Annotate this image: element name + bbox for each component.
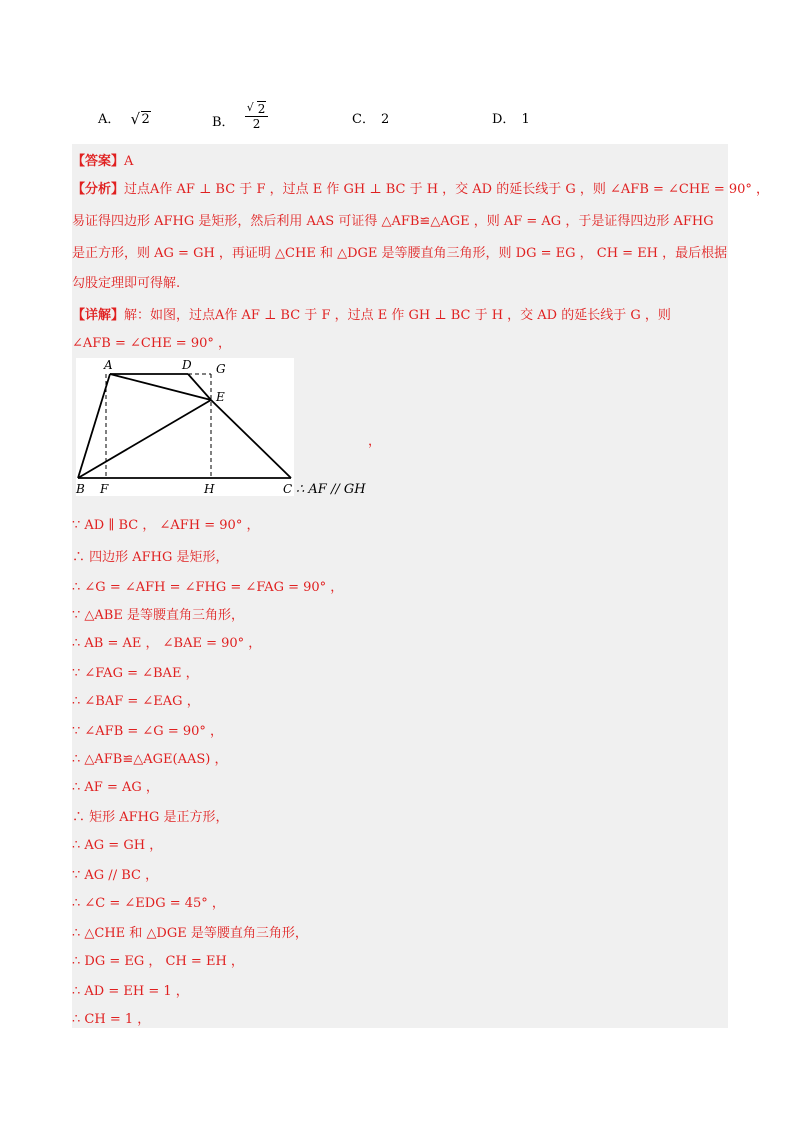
option-d xyxy=(492,108,530,127)
step-line: ∵ AD ∥ BC ， ∠AFH = 90° ， xyxy=(72,518,260,533)
option-b xyxy=(212,101,268,137)
detail-tag: 【详解】 xyxy=(72,308,125,323)
segment-de xyxy=(188,374,211,400)
label-g: G xyxy=(216,362,226,376)
step-line: ∴ AB = AE ， ∠BAE = 90° ， xyxy=(72,636,262,651)
detail-line-2: ∠AFB = ∠CHE = 90° ， xyxy=(72,336,232,351)
step-line: ∴ 矩形 AFHG 是正方形， xyxy=(72,810,229,825)
step-line: ∴ CH = 1 ， xyxy=(72,1012,151,1027)
label-a: A xyxy=(104,358,113,372)
option-c xyxy=(352,108,389,127)
option-b-label: B． xyxy=(212,115,235,130)
answer-tag: 【答案】 xyxy=(72,154,125,169)
option-a-label: A． xyxy=(98,112,121,127)
detail-text-1: 解：如图，过点A作 AF ⊥ BC 于 F ，过点 E 作 GH ⊥ BC 于 H ，交 AD 的延长线于 G ，则 xyxy=(124,308,671,323)
step-line: ∴ AF = AG ， xyxy=(72,780,159,795)
step-line: ∴ ∠G = ∠AFH = ∠FHG = ∠FAG = 90° ， xyxy=(72,580,344,595)
fraction-expression: √ 2 2 xyxy=(245,102,269,131)
geometry-figure xyxy=(76,358,294,496)
step-line: ∴ AG = GH ， xyxy=(72,838,163,853)
option-d-label: D． xyxy=(492,112,516,127)
label-b: B xyxy=(76,482,85,496)
step-line: ∵ ∠FAG = ∠BAE ， xyxy=(72,666,199,681)
option-c-label: C． xyxy=(352,112,375,127)
answer-value: A xyxy=(124,154,134,169)
analysis-tag: 【分析】 xyxy=(72,182,125,197)
option-a-value: 2 xyxy=(141,112,150,127)
step-line: ∵ AG // BC ， xyxy=(72,868,159,883)
step-line: ∴ ∠C = ∠EDG = 45° ， xyxy=(72,896,225,911)
segment-ae xyxy=(110,374,211,400)
label-f: F xyxy=(100,482,109,496)
analysis-line-3: 是正方形，则 AG = GH ，再证明 △CHE 和 △DGE 是等腰直角三角形，则 DG = EG ， CH = EH ，最后根据 xyxy=(72,246,728,261)
step-line: ∴ ∠BAF = ∠EAG ， xyxy=(72,694,200,709)
analysis-line-4: 勾股定理即可得解. xyxy=(72,276,181,291)
answer-options xyxy=(98,96,738,136)
label-e: E xyxy=(216,390,225,404)
option-a xyxy=(98,108,151,127)
step-line: ∴ △CHE 和 △DGE 是等腰直角三角形， xyxy=(72,926,308,941)
sqrt-expression: √ 2 xyxy=(130,110,150,128)
step-line: ∴ △AFB≌△AGE(AAS) ， xyxy=(72,752,228,767)
figure-tail-text: ∴ AF // GH xyxy=(296,482,366,497)
step-line: ∴ DG = EG ， CH = EH ， xyxy=(72,954,244,969)
option-d-value: 1 xyxy=(521,112,530,127)
step-line: ∵ ∠AFB = ∠G = 90° ， xyxy=(72,724,224,739)
detail-line-1 xyxy=(72,304,671,323)
label-d: D xyxy=(182,358,192,372)
option-b-numerator: 2 xyxy=(257,102,266,116)
step-line: ∴ AD = EH = 1 ， xyxy=(72,984,189,999)
answer-line xyxy=(72,150,133,169)
analysis-line-2: 易证得四边形 AFHG 是矩形，然后利用 AAS 可证得 △AFB≌△AGE ，则 AF = AG ，于是证得四边形 AFHG xyxy=(72,214,714,229)
analysis-line-1 xyxy=(72,178,769,197)
option-c-value: 2 xyxy=(380,112,390,127)
analysis-text-1: 过点A作 AF ⊥ BC 于 F ，过点 E 作 GH ⊥ BC 于 H ，交 AD 的延长线于 G ，则 ∠AFB = ∠CHE = 90° ， xyxy=(124,182,770,197)
label-h: H xyxy=(204,482,215,496)
segment-ec xyxy=(211,400,291,478)
option-b-denominator: 2 xyxy=(252,117,261,131)
label-c: C xyxy=(283,482,293,496)
step-line: ∵ △ABE 是等腰直角三角形， xyxy=(72,608,244,623)
figure-comma: ， xyxy=(368,434,382,449)
step-line: ∴ 四边形 AFHG 是矩形， xyxy=(72,550,229,565)
figure-svg xyxy=(76,358,294,496)
